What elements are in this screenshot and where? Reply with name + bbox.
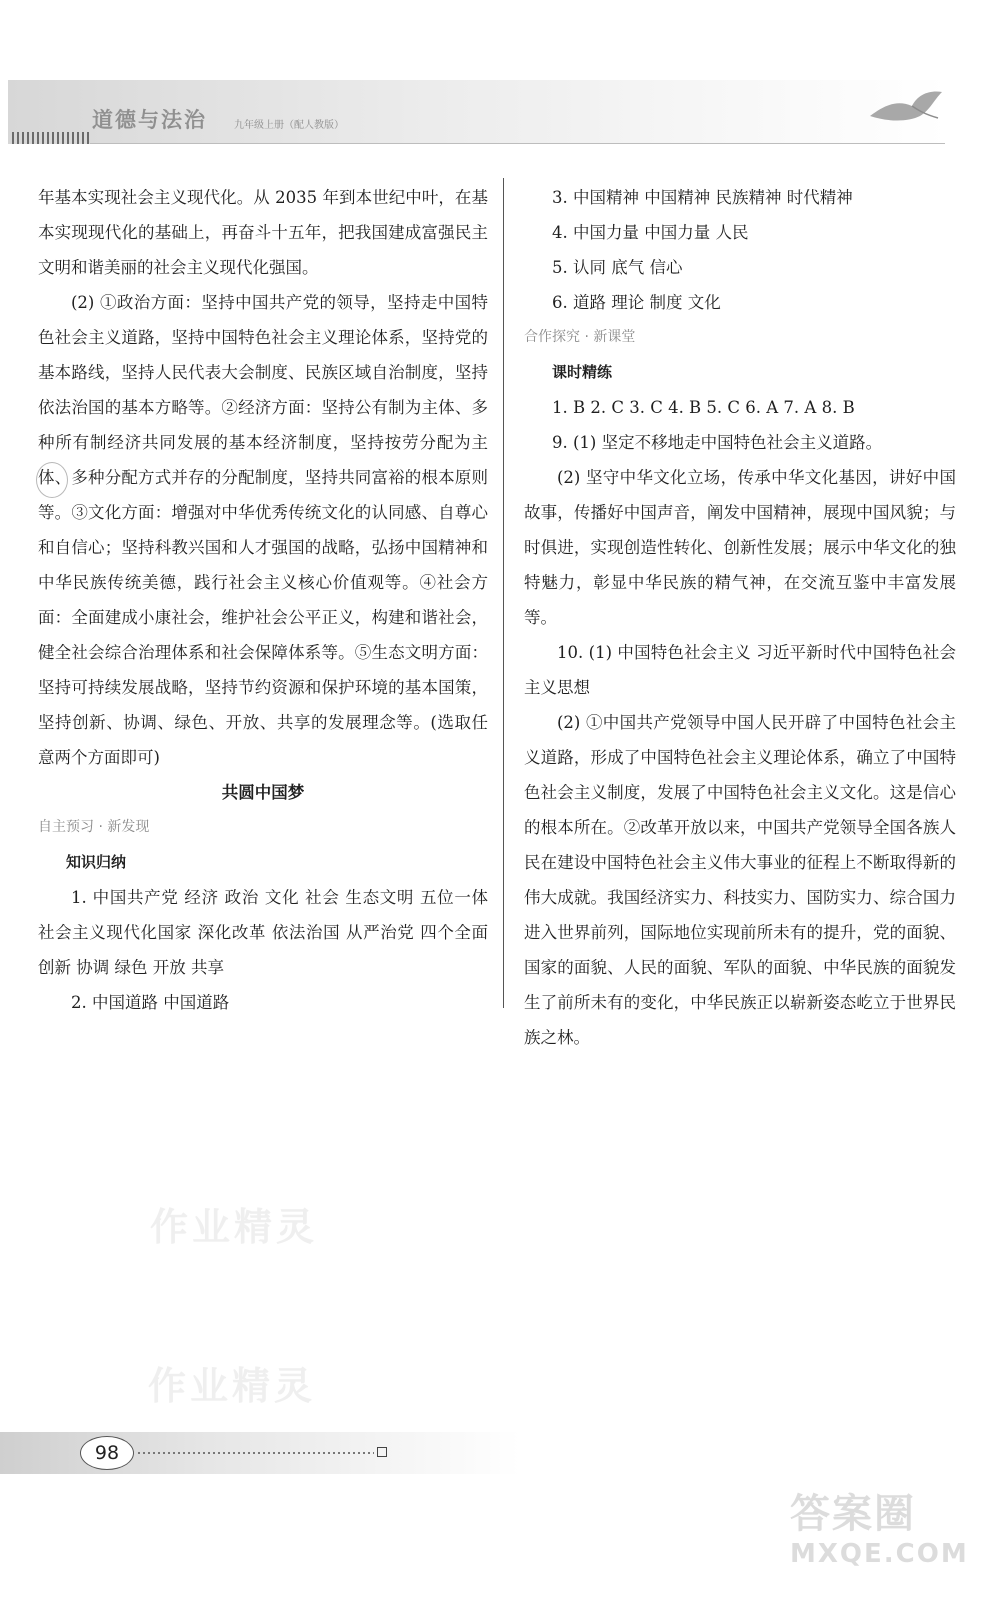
leaf-ornament-icon: [868, 86, 944, 128]
footer-square-icon: [377, 1447, 387, 1457]
paragraph: (2) 坚守中华文化立场，传承中华文化基因，讲好中国故事，传播好中国声音，阐发中国精神，展现中国风貌；与时俱进，实现创造性转化、创新性发展；展示中华文化的独特魅力，彰显中华民族的精气神，在交流互鉴中丰富发展等。: [524, 468, 956, 627]
site-watermark-name: 答案圈: [790, 1491, 916, 1537]
page-number: 98: [80, 1436, 134, 1470]
section-label: 自主预习 · 新发现: [38, 819, 150, 835]
answer-item: 9. (1) 坚定不移地走中国特色社会主义道路。: [552, 433, 883, 452]
column-divider: [503, 178, 504, 1008]
watermark: 作业精灵: [148, 1364, 317, 1408]
answer-item: 3. 中国精神 中国精神 民族精神 时代精神: [552, 188, 853, 207]
right-column: [524, 180, 956, 1055]
subhead: 知识归纳: [66, 853, 127, 871]
answer-item: 1. 中国共产党 经济 政治 文化 社会 生态文明 五位一体 社会主义现代化国家 深化改革 依法治国 从严治党 四个全面 创新 协调 绿色 开放 共享: [38, 888, 488, 977]
paragraph: (2) ①政治方面：坚持中国共产党的领导，坚持走中国特色社会主义道路，坚持中国特色社会主义理论体系，坚持党的基本路线，坚持人民代表大会制度、民族区域自治制度，坚持依法治国的基本方略等。②经济方面：坚持公有制为主体、多种所有制经济共同发展的基本经济制度，坚持按劳分配为主体、多种分配方式并存的分配制度，坚持共同富裕的根本原则等。③文化方面：增强对中华优秀传统文化的认同感、自尊心和自信心；坚持科教兴国和人才强国的战略，弘扬中国精神和中华民族传统美德，践行社会主义核心价值观等。④社会方面：全面建成小康社会，维护社会公平正义，构建和谐社会，健全社会综合治理体系和社会保障体系等。⑤生态文明方面：坚持可持续发展战略，坚持节约资源和保护环境的基本国策，坚持创新、协调、绿色、开放、共享的发展理念等。(选取任意两个方面即可): [38, 293, 488, 767]
section-title: 共圆中国梦: [221, 783, 305, 802]
footer-dotted-line: [138, 1452, 374, 1454]
book-title: 道德与法治: [92, 108, 207, 132]
header-rule: [90, 143, 945, 144]
answer-item: 10. (1) 中国特色社会主义 习近平新时代中国特色社会主义思想: [524, 643, 956, 697]
answer-item: 5. 认同 底气 信心: [552, 258, 683, 277]
section-label: 合作探究 · 新课堂: [524, 329, 636, 345]
answer-item: 4. 中国力量 中国力量 人民: [552, 223, 749, 242]
book-subtitle: 九年级上册（配人教版）: [234, 120, 344, 131]
header-tick-decoration: [12, 132, 90, 144]
answer-item: 6. 道路 理论 制度 文化: [552, 293, 721, 312]
multiple-choice-answers: 1. B 2. C 3. C 4. B 5. C 6. A 7. A 8. B: [552, 398, 855, 417]
paragraph: (2) ①中国共产党领导中国人民开辟了中国特色社会主义道路，形成了中国特色社会主义理论体系，确立了中国特色社会主义制度，发展了中国特色社会主义文化。这是信心的根本所在。②改革开放以来，中国共产党领导全国各族人民在建设中国特色社会主义伟大事业的征程上不断取得新的伟大成就。我国经济实力、科技实力、国防实力、综合国力进入世界前列，国际地位实现前所未有的提升，党的面貌、国家的面貌、人民的面貌、军队的面貌、中华民族的面貌发生了前所未有的变化，中华民族正以崭新姿态屹立于世界民族之林。: [524, 713, 956, 1047]
subhead: 课时精练: [552, 363, 613, 381]
watermark: 作业精灵: [150, 1205, 319, 1249]
site-watermark-url: MXQE.COM: [790, 1539, 969, 1569]
paragraph: 年基本实现社会主义现代化。从 2035 年到本世纪中叶，在基本实现现代化的基础上，再奋斗十五年，把我国建成富强民主文明和谐美丽的社会主义现代化强国。: [38, 188, 488, 277]
stamp-mark: [36, 462, 68, 498]
left-column: [38, 180, 488, 1020]
site-watermark: [790, 1490, 990, 1590]
answer-item: 2. 中国道路 中国道路: [71, 993, 230, 1012]
